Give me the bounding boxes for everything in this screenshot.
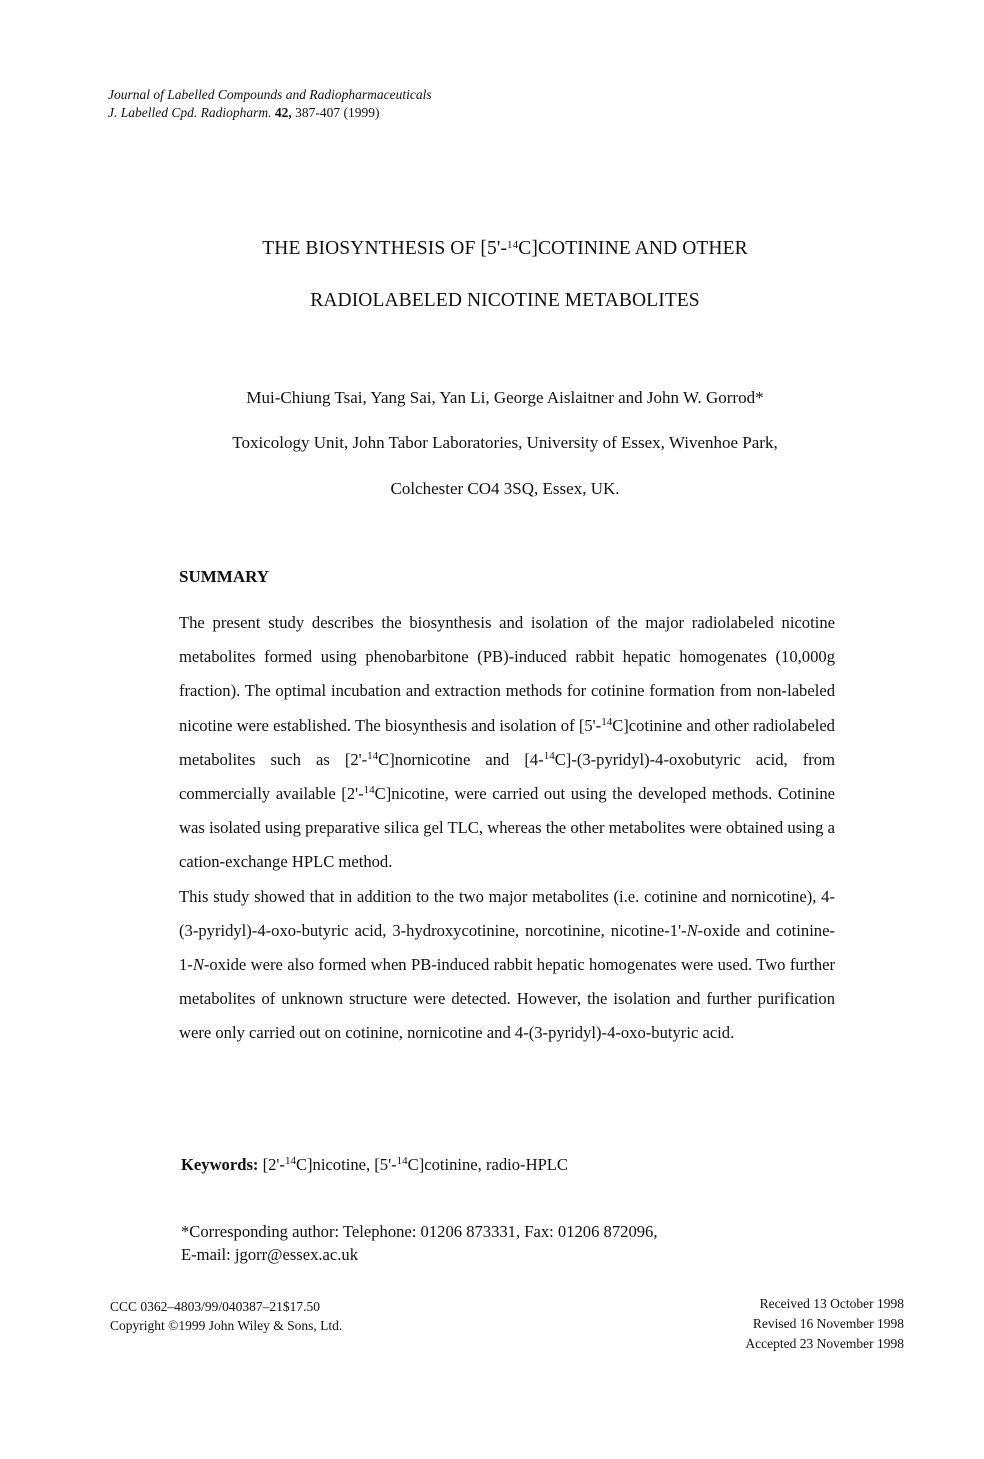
summary-body (179, 606, 835, 1051)
summary-text: C]nornicotine and [4- (378, 749, 544, 769)
footer-copyright (110, 1297, 342, 1335)
revised-date: Revised 16 November 1998 (752, 1316, 904, 1331)
affiliation-line-1: Toxicology Unit, John Tabor Laboratories, University of Essex, Wivenhoe Park, (232, 433, 778, 452)
isotope-superscript: 14 (284, 1155, 296, 1167)
keywords-line (181, 1155, 568, 1175)
received-date: Received 13 October 1998 (759, 1296, 904, 1311)
ccc-code: CCC 0362–4803/99/040387–21$17.50 (110, 1299, 321, 1314)
isotope-superscript: 14 (363, 784, 375, 797)
summary-text: C]nicotine, were carried out using the developed methods. Cotinine was isolated using preparative silica gel TLC, whereas the other metabolites were obtained using a cation-exchange HPLC method. (179, 784, 835, 872)
summary-text: The present study describes the biosynthesis and isolation of the major radiolabeled nicotine metabolites formed using phenobarbitone (PB)-induced rabbit hepatic homogenates (10,000g fraction). The optimal incubation and extraction methods for cotinine formation from non-labeled nicotine were established. The biosynthesis and isolation of [5'- (179, 613, 835, 735)
journal-citation (108, 86, 432, 122)
author-list: Mui-Chiung Tsai, Yang Sai, Yan Li, George Aislaitner and John W. Gorrod* (246, 388, 764, 407)
italic-n: N (686, 920, 698, 940)
isotope-superscript: 14 (367, 749, 379, 762)
summary-text: -oxide and cotinine-1- (179, 920, 835, 975)
accepted-date: Accepted 23 November 1998 (745, 1336, 904, 1351)
keywords-label: Keywords: (181, 1155, 259, 1174)
paper-title-line-1 (0, 238, 984, 260)
title-superscript: 14 (507, 239, 519, 251)
summary-text: C]-(3-pyridyl)-4-oxobutyric acid, from commercially available [2'- (179, 749, 835, 804)
corresponding-author (181, 1220, 657, 1266)
journal-volume: 42, (274, 105, 292, 120)
isotope-superscript: 14 (543, 749, 555, 762)
title-text: THE BIOSYNTHESIS OF [5'- (262, 238, 508, 259)
summary-text: C]cotinine and other radiolabeled metabolites such as [2'- (179, 715, 835, 769)
title-text: C]COTININE AND OTHER (518, 238, 748, 259)
journal-name: Journal of Labelled Compounds and Radiopharmaceuticals (108, 87, 432, 102)
footer-dates (745, 1294, 904, 1354)
keyword-text: C]nicotine, [5'- (295, 1155, 397, 1174)
isotope-superscript: 14 (396, 1155, 408, 1167)
journal-pages: 387-407 (1999) (295, 105, 380, 120)
copyright-notice: Copyright ©1999 John Wiley & Sons, Ltd. (110, 1318, 343, 1333)
summary-paragraph-2 (179, 880, 835, 1051)
paper-title-line-2: RADIOLABELED NICOTINE METABOLITES (310, 290, 700, 311)
corresponding-email: E-mail: jgorr@essex.ac.uk (181, 1245, 359, 1264)
summary-heading: SUMMARY (179, 567, 270, 586)
summary-text: -oxide were also formed when PB-induced rabbit hepatic homogenates were used. Two further metabolites of unknown structure were detected. However, the isolation and further purification were only carried out on cotinine, nornicotine and 4-(3-pyridyl)-4-oxo-butyric acid. (179, 955, 835, 1043)
isotope-superscript: 14 (601, 715, 613, 728)
journal-reference (108, 104, 432, 122)
summary-text: This study showed that in addition to the two major metabolites (i.e. cotinine and nornicotine), 4-(3-pyridyl)-4-oxo-butyric acid, 3-hydroxycotinine, norcotinine, nicotine-1'- (179, 886, 835, 940)
keyword-text: C]cotinine, radio-HPLC (407, 1155, 569, 1174)
summary-paragraph-1 (179, 606, 835, 880)
italic-n: N (192, 955, 204, 975)
corresponding-contact: *Corresponding author: Telephone: 01206 873331, Fax: 01206 872096, (181, 1222, 658, 1241)
journal-abbrev: J. Labelled Cpd. Radiopharm. (108, 105, 272, 120)
affiliation-line-2: Colchester CO4 3SQ, Essex, UK. (390, 479, 620, 498)
keyword-text: [2'- (258, 1155, 285, 1174)
